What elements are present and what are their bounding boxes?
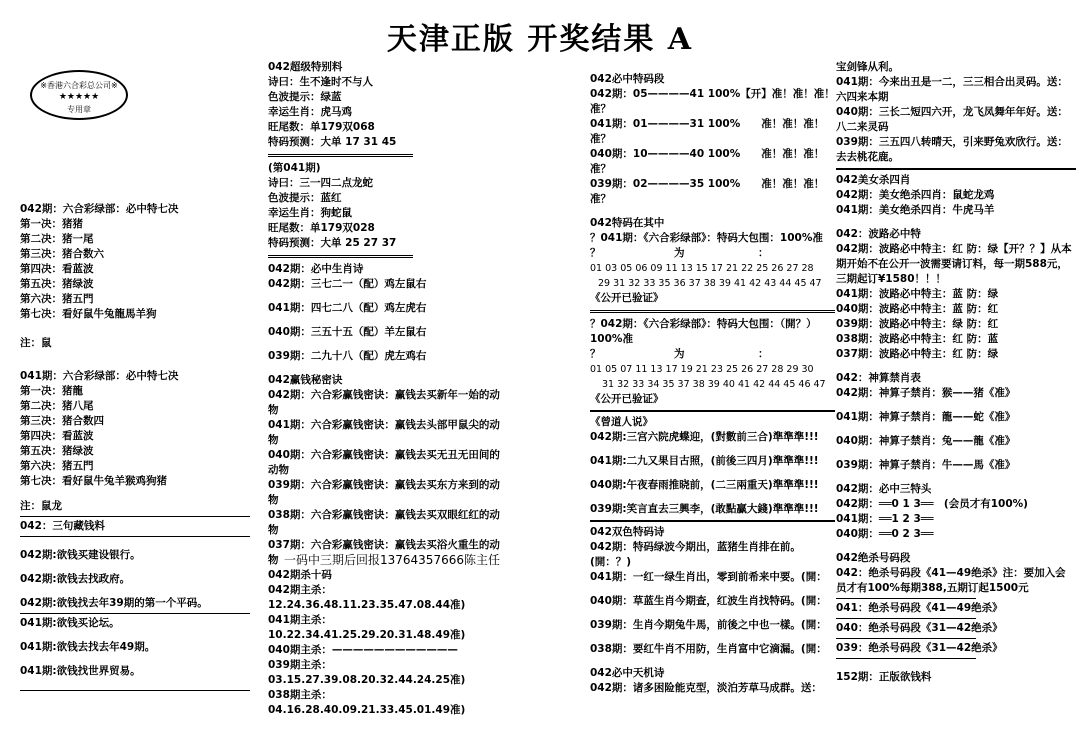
text-line: 041期：六合彩赢钱密诀：赢钱去头部甲鼠尖的动物 (268, 419, 500, 446)
section-heading: 042特码在其中 (590, 217, 665, 229)
handwritten-note: 一码中三期后回报13764357666陈主任 (284, 553, 500, 567)
text-line: 040期：波路必中特主：蓝 防：红 (836, 303, 999, 315)
text-line: 第七决：看好鼠牛兔龍馬羊狗 (20, 308, 157, 320)
text-line: 040：绝杀号码段《31—42绝杀》 (836, 622, 1003, 634)
text-line: 040期：10————40 100% 准！准！准！准？ (590, 148, 825, 175)
text-line: 041：绝杀号码段《41—49绝杀》 (836, 602, 1003, 614)
section-heading: 042必中特码段 (590, 73, 665, 85)
text-line: ？ 为 ： (590, 348, 769, 360)
text-line: 040期：草蓝生肖今期查，红波生肖找特码。(開： (590, 595, 827, 607)
text-line: 041期：波路必中特主：蓝 防：绿 (836, 288, 999, 300)
text-line: 第一决：猪猪 (20, 218, 83, 230)
text-line: 特码预测：大单 17 31 45 (268, 136, 397, 148)
text-line: 042期主杀：12.24.36.48.11.23.35.47.08.44准) (268, 584, 466, 611)
number-row: 29 31 32 33 35 36 37 38 39 41 42 43 44 45 47 (598, 278, 822, 289)
text-line: 042期：特码绿波今期出，蓝猪生肖排在前。(開：？) (590, 541, 801, 568)
seal-top-text: ※香港六合彩总公司※ (40, 81, 118, 90)
number-row: 01 03 05 06 09 11 13 15 17 21 22 25 26 27 28 (590, 263, 814, 274)
page-title: 天津正版 开奖结果 A (386, 22, 694, 57)
divider (590, 520, 835, 522)
text-line: 041期:欲钱买论坛。 (20, 617, 120, 629)
text-line: 色波提示：绿蓝 (268, 91, 342, 103)
text-line: 042期:欲钱去找政府。 (20, 573, 131, 585)
text-line: 第三决：猪合数六 (20, 248, 104, 260)
section-heading: 042：波路必中特 (836, 228, 921, 240)
section-heading: 042期：必中生肖诗 (268, 263, 364, 275)
text-line: 041期：今来出丑是一二，三三相合出灵码。送：六四来本期 (836, 76, 1068, 103)
text-line: 幸运生肖：虎马鸡 (268, 106, 352, 118)
text-line: 041期：01————31 100% 准！准！准！准？ (590, 118, 825, 145)
text-line: 第七决：看好鼠牛兔羊猴鸡狗猪 (20, 475, 167, 487)
text-line: 041期：══1 2 3══ (836, 513, 934, 525)
section-heading: 042超级特别料 (268, 61, 343, 73)
column-2 (268, 60, 588, 718)
divider (836, 638, 976, 639)
section-heading: 042赢钱秘密诀 (268, 374, 343, 386)
seal-star-row: ★★★★★ (58, 92, 100, 102)
text-line: 042期：三七二一（配）鸡左鼠右 (268, 278, 427, 290)
text-line: 第四决：看蓝波 (20, 263, 94, 275)
text-line: 042期：神算子禁肖：猴——猪《准》 (836, 387, 1016, 399)
text-line: 038期：波路必中特主：红 防：蓝 (836, 333, 999, 345)
text-line: 040期：══0 2 3══ (836, 528, 934, 540)
text-line: 宝剑锋从利。 (836, 61, 899, 73)
text-line: 特码预测：大单 25 27 37 (268, 237, 397, 249)
text-line: 042：绝杀号码段《41—49绝杀》注：要加入会员才有100%每期388,五期订起1500元 (836, 567, 1066, 594)
text-line: 第一决：猪龍 (20, 385, 83, 397)
divider (836, 168, 1076, 170)
seal-bottom-text: 专用章 (67, 105, 91, 114)
footer-line: 152期：正版欲钱料 (836, 671, 932, 683)
text-line: 041期:欲钱去找去年49期。 (20, 641, 156, 653)
text-line: 041期：神算子禁肖：龍——蛇《准》 (836, 411, 1016, 423)
column-3 (590, 60, 835, 696)
text-line: 039期：二九十八（配）虎左鸡右 (268, 350, 427, 362)
text-line: 040期:午夜春雨推晓前，(二三兩重天)準準準!!! (590, 479, 819, 491)
text-line: 037期：六合彩赢钱密诀：赢钱去买浴火重生的动物 (268, 539, 500, 566)
text-line: ？ 为 ： (590, 247, 769, 259)
text-line: 041期：六合彩绿部：必中特七决 (20, 370, 179, 382)
text-line: 第二决：猪八尾 (20, 400, 94, 412)
section-heading: 042绝杀号码段 (836, 552, 911, 564)
text-line: ？042期：《六合彩绿部》：特码大包围：（開？）100%准 (590, 318, 817, 345)
divider (20, 613, 250, 614)
text-line: 042期：六合彩绿部：必中特七决 (20, 203, 179, 215)
section-heading: 042：神算禁肖表 (836, 372, 921, 384)
text-line: 第六决：猪五門 (20, 460, 94, 472)
text-line: 第五决：猪绿波 (20, 278, 94, 290)
divider (20, 516, 250, 517)
text-line: 《公开已验证》 (590, 292, 664, 304)
text-line: 039期：六合彩赢钱密诀：赢钱去买东方来到的动物 (268, 479, 500, 506)
text-line: 042期：六合彩赢钱密诀：赢钱去买新年一始的动物 (268, 389, 500, 416)
text-line: 042期：美女绝杀四肖：鼠蛇龙鸡 (836, 189, 995, 201)
text-line: 039期：生肖今期兔牛馬，前後之中也一樣。(開： (590, 619, 827, 631)
text-line: 040期：三五十五（配）羊左鼠右 (268, 326, 427, 338)
text-line: 039期主杀：03.15.27.39.08.20.32.44.24.25准) (268, 659, 466, 686)
section-heading: 042期杀十码 (268, 569, 332, 581)
divider (20, 690, 250, 691)
text-line: 042期:欲钱找去年39期的第一个平码。 (20, 597, 208, 609)
text-line: ？041期：《六合彩绿部》：特码大包围：100%准 (590, 232, 823, 244)
text-line: 第二决：猪一尾 (20, 233, 94, 245)
text-line: 041期主杀：10.22.34.41.25.29.20.31.48.49准) (268, 614, 466, 641)
section-heading: 042期：必中三特头 (836, 483, 932, 495)
divider (836, 658, 976, 659)
text-line: 039期：波路必中特主：绿 防：红 (836, 318, 999, 330)
divider (836, 598, 976, 599)
text-line: 040期：六合彩赢钱密诀：赢钱去买无丑无田间的动物 (268, 449, 500, 476)
text-line: 037期：波路必中特主：红 防：绿 (836, 348, 999, 360)
text-line: 042期:三宫六院虎蝶迎，(對數前三合)準準準!!! (590, 431, 819, 443)
text-line: 042期：05————41 100%【开】准！准！准！准？ (590, 88, 835, 115)
section-heading: 042美女杀四肖 (836, 174, 911, 186)
text-line: 039期：三五四八转晴天，引来野兔欢欣行。送：去去桃花鹿。 (836, 136, 1068, 163)
text-line: 041期：一红一绿生肖出，零到前希来中要。(開： (590, 571, 827, 583)
text-line: 042期:欲钱买建设银行。 (20, 549, 141, 561)
text-line: 第五决：猪绿波 (20, 445, 94, 457)
text-line: 038期主杀：04.16.28.40.09.21.33.45.01.49准) (268, 689, 466, 716)
text-line: 042期：波路必中特主：红 防：绿【开？？】从本期开始不在公开一波需要请订料，每一期588元，三期起订¥1580！！！ (836, 243, 1072, 285)
text-line: 042期：诸多困险能克型，淡泊芳草马成群。送： (590, 682, 822, 694)
text-line: 039期:笑言直去三興李，(敢點贏大錢)準準準!!! (590, 503, 819, 515)
text-line: 038期：六合彩赢钱密诀：赢钱去买双眼红红的动物 (268, 509, 500, 536)
text-line: 《公开已验证》 (590, 393, 664, 405)
text-line: 041期：四七二八（配）鸡左虎右 (268, 302, 427, 314)
text-line: 诗曰：生不逢时不与人 (268, 76, 373, 88)
text-line: 旺尾数：单179双028 (268, 222, 375, 234)
section-heading: 042必中天机诗 (590, 667, 665, 679)
divider (268, 255, 413, 258)
section-heading: 《曾道人说》 (590, 416, 653, 428)
note-line: 注：鼠龙 (20, 500, 62, 512)
text-line: 041期:二九又果目古照，(前後三四月)準準準!!! (590, 455, 819, 467)
text-line: 色波提示：蓝红 (268, 192, 342, 204)
divider (590, 310, 835, 313)
text-line: 第四决：看蓝波 (20, 430, 94, 442)
divider (20, 536, 250, 537)
text-line: 041期:欲钱找世界贸易。 (20, 665, 141, 677)
section-heading: 042双色特码诗 (590, 526, 665, 538)
text-line: 038期：要红牛肖不用防，生肖富中它滴漏。(開： (590, 643, 827, 655)
divider (590, 410, 835, 412)
text-line: 039期：神算子禁肖：牛——馬《准》 (836, 459, 1016, 471)
text-line: 幸运生肖：狗蛇鼠 (268, 207, 352, 219)
official-seal (30, 70, 128, 120)
text-line: 041期：美女绝杀四肖：牛虎马羊 (836, 204, 995, 216)
text-line: 039：绝杀号码段《31—42绝杀》 (836, 642, 1003, 654)
divider (268, 154, 413, 157)
text-line: 诗曰：三一四二点龙蛇 (268, 177, 373, 189)
text-line: 042期：══0 1 3══ (会员才有100%) (836, 498, 1028, 510)
divider (836, 618, 976, 619)
text-line: 第三决：猪合数四 (20, 415, 104, 427)
column-4 (836, 60, 1076, 685)
number-row: 31 32 33 34 35 37 38 39 40 41 42 44 45 46 47 (602, 379, 826, 390)
text-line: 第六决：猪五門 (20, 293, 94, 305)
number-row: 01 05 07 11 13 17 19 21 23 25 26 27 28 29 30 (590, 364, 814, 375)
text-line: 039期：02————35 100% 准！准！准！准？ (590, 178, 825, 205)
section-heading: (第041期) (268, 162, 321, 174)
section-heading: 042：三句藏钱料 (20, 520, 105, 532)
text-line: 040期：神算子禁肖：兔——龍《准》 (836, 435, 1016, 447)
column-1 (20, 60, 250, 693)
text-line: 040期：三长二短四六开，龙飞凤舞年年好。送：八二来灵码 (836, 106, 1068, 133)
text-line: 旺尾数：单179双068 (268, 121, 375, 133)
note-line: 注：鼠 (20, 337, 52, 349)
text-line: 040期主杀：———————————— (268, 644, 458, 656)
